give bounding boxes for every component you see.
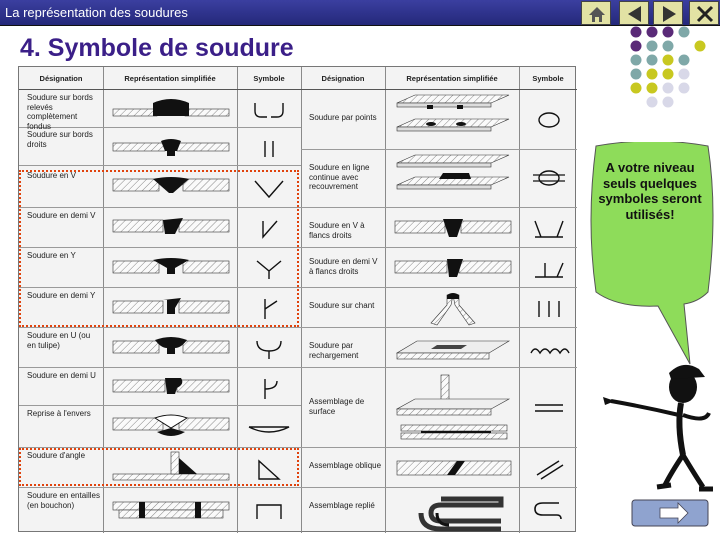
top-bar	[0, 0, 720, 26]
next-icon	[654, 2, 684, 26]
slide-title: 4. Symbole de soudure	[20, 34, 294, 62]
bubble-text: A votre niveau seuls quelques symboles seront utilisés!	[598, 160, 702, 222]
decorative-dot	[663, 69, 674, 80]
decorative-dot	[631, 41, 642, 52]
designation-y: Soudure en Y	[27, 251, 76, 260]
rep-u	[109, 328, 233, 368]
decorative-dot	[679, 83, 690, 94]
rep-chant	[391, 289, 515, 327]
designation-bords-droits: Soudure sur bords droits	[27, 130, 93, 149]
home-icon	[582, 2, 612, 26]
close-button[interactable]	[689, 1, 719, 25]
prev-icon	[620, 2, 650, 26]
decorative-dot	[631, 83, 642, 94]
home-button[interactable]	[581, 1, 611, 25]
highlight-frame-angle	[19, 448, 299, 486]
designation-ligne-continue: Soudure en ligne continue avec recouvrement	[309, 163, 370, 191]
designation-demi-y: Soudure en demi Y	[27, 291, 96, 300]
designation-bords-releves: Soudure sur bords relevés complètement fondus	[27, 93, 93, 131]
sym-replie	[523, 495, 575, 525]
rep-oblique	[391, 449, 515, 487]
rep-demi-u	[109, 368, 233, 406]
designation-v-flancs-droits: Soudure en V à flancs droits	[309, 221, 365, 240]
rep-v-flancs-droits	[391, 209, 515, 247]
decorative-dot	[663, 55, 674, 66]
decorative-dot	[631, 69, 642, 80]
decorative-dot	[679, 27, 690, 38]
decorative-dot	[695, 41, 706, 52]
designation-chant: Soudure sur chant	[309, 301, 375, 310]
header-representation-right: Représentation simplifiée	[406, 73, 498, 83]
rep-points	[391, 93, 515, 149]
decorative-dot	[631, 27, 642, 38]
sym-rechargement	[523, 335, 575, 365]
sym-bords-releves	[241, 97, 297, 125]
decorative-dot	[663, 97, 674, 108]
designation-demi-u: Soudure en demi U	[27, 371, 96, 380]
prev-button[interactable]	[619, 1, 649, 25]
decorative-dot	[647, 97, 658, 108]
rep-entailles	[109, 488, 233, 532]
decorative-dots	[622, 26, 720, 116]
decorative-dot	[647, 27, 658, 38]
decorative-dot	[679, 69, 690, 80]
highlight-frame-v-y	[19, 170, 299, 327]
stick-figure	[585, 355, 720, 495]
designation-demi-v: Soudure en demi V	[27, 211, 96, 220]
header-designation-left: Désignation	[39, 73, 83, 83]
sym-bords-droits	[241, 135, 297, 163]
next-button[interactable]	[653, 1, 683, 25]
designation-demi-v-flancs: Soudure en demi V à flancs droits	[309, 257, 378, 276]
header-representation-left: Représentation simplifiée	[124, 73, 216, 83]
rep-demi-v-flancs	[391, 249, 515, 287]
sym-u	[241, 335, 297, 363]
rep-surface	[391, 369, 515, 447]
decorative-dot	[631, 55, 642, 66]
header-designation-right: Désignation	[321, 73, 365, 83]
sym-demi-v-flancs	[523, 255, 575, 285]
rep-reprise	[109, 406, 233, 448]
designation-surface: Assemblage de surface	[309, 397, 365, 416]
sym-chant	[523, 295, 575, 325]
sym-surface	[523, 393, 575, 423]
rep-replie	[391, 489, 515, 533]
decorative-dot	[647, 83, 658, 94]
presentation-title: La représentation des soudures	[5, 5, 188, 20]
designation-angle: Soudure d'angle	[27, 451, 86, 460]
rep-rechargement	[391, 329, 515, 367]
sym-v-flancs	[523, 215, 575, 245]
sym-entailles	[241, 497, 297, 525]
designation-v: Soudure en V	[27, 171, 76, 180]
decorative-dot	[663, 83, 674, 94]
designation-points: Soudure par points	[309, 113, 377, 122]
next-slide-button[interactable]	[630, 498, 710, 528]
sym-demi-u	[241, 375, 297, 403]
header-symbole-left: Symbole	[253, 73, 285, 83]
rep-ligne-continue	[391, 151, 515, 207]
rep-bords-droits	[109, 129, 233, 165]
close-icon	[690, 2, 720, 26]
decorative-dot	[663, 27, 674, 38]
sym-ligne-continue	[523, 163, 575, 193]
designation-reprise: Reprise à l'envers	[27, 409, 91, 418]
header-symbole-right: Symbole	[532, 73, 564, 83]
sym-oblique	[523, 455, 575, 485]
sym-points	[523, 105, 575, 135]
designation-rechargement: Soudure par rechargement	[309, 341, 359, 360]
decorative-dot	[647, 69, 658, 80]
sym-reprise	[241, 413, 297, 441]
decorative-dot	[647, 41, 658, 52]
designation-entailles: Soudure en entailles (en bouchon)	[27, 491, 100, 510]
designation-oblique: Assemblage oblique	[309, 461, 382, 470]
decorative-dot	[647, 55, 658, 66]
designation-u: Soudure en U (ou en tulipe)	[27, 331, 91, 350]
designation-replie: Assemblage replié	[309, 501, 375, 510]
decorative-dot	[663, 41, 674, 52]
rep-bords-releves	[109, 91, 233, 127]
decorative-dot	[679, 55, 690, 66]
